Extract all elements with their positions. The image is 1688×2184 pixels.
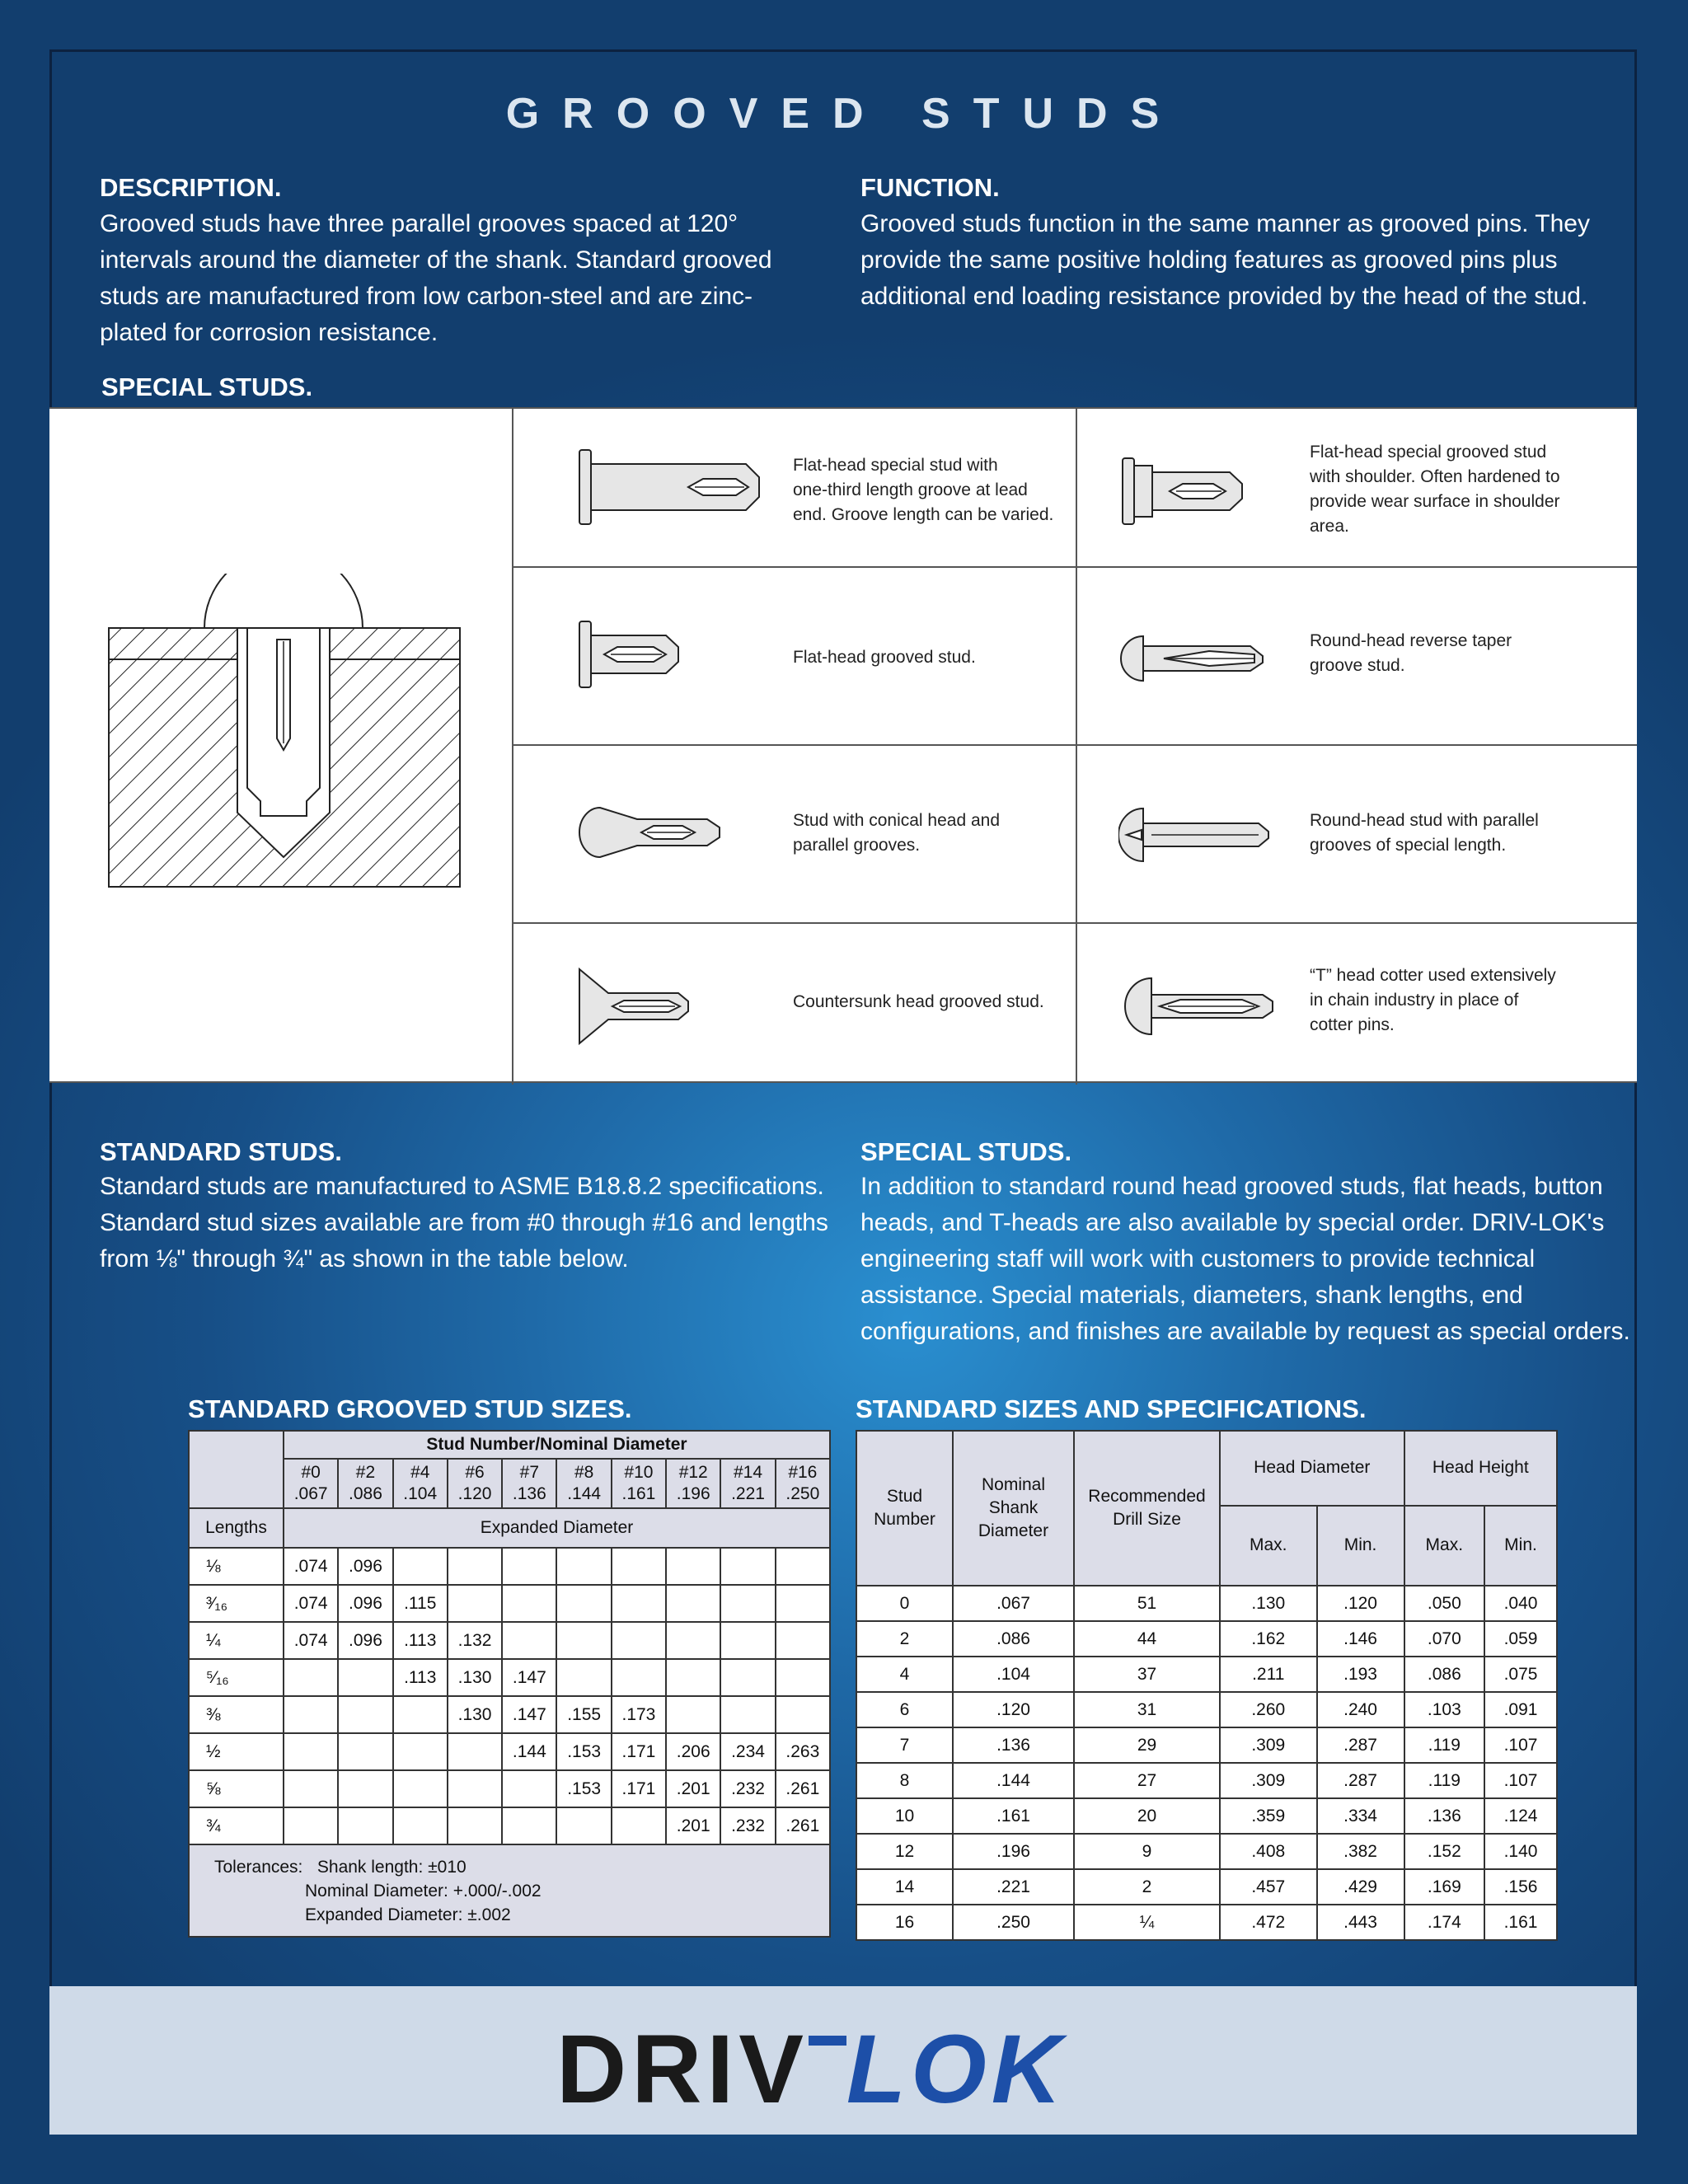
max-header: Max. <box>1404 1506 1484 1586</box>
stud-cell <box>512 409 1076 568</box>
stud-caption: Flat-head special stud with one-third length groove at lead end. Groove length can be varied. <box>793 456 1054 524</box>
value-cell <box>720 1622 775 1659</box>
value-cell: .382 <box>1317 1834 1404 1869</box>
value-cell: .107 <box>1484 1727 1557 1763</box>
value-cell <box>502 1807 556 1844</box>
value-cell: .086 <box>953 1621 1074 1657</box>
value-cell: .096 <box>338 1548 392 1585</box>
column-header: #14 .221 <box>720 1459 775 1508</box>
value-cell: .287 <box>1317 1763 1404 1798</box>
value-cell: .113 <box>393 1659 448 1696</box>
value-cell <box>666 1696 720 1733</box>
value-cell: .104 <box>953 1657 1074 1692</box>
value-cell <box>776 1585 830 1622</box>
value-cell: .309 <box>1220 1727 1317 1763</box>
sizes-specs-heading: STANDARD SIZES AND SPECIFICATIONS. <box>856 1394 1367 1423</box>
length-cell: ⅛ <box>189 1548 284 1585</box>
value-cell <box>556 1548 611 1585</box>
value-cell: .161 <box>953 1798 1074 1834</box>
value-cell <box>612 1807 666 1844</box>
stud-cell <box>1076 409 1637 568</box>
flat-head-long-groove-icon <box>571 446 761 528</box>
stud-caption: Round-head stud with parallel grooves of special length. <box>1310 811 1539 855</box>
value-cell: .115 <box>393 1585 448 1622</box>
value-cell <box>556 1585 611 1622</box>
logo-dash <box>809 2036 846 2046</box>
value-cell <box>720 1585 775 1622</box>
value-cell: .136 <box>953 1727 1074 1763</box>
value-cell: 2 <box>856 1621 953 1657</box>
value-cell: .096 <box>338 1585 392 1622</box>
length-cell: ½ <box>189 1733 284 1770</box>
value-cell: 10 <box>856 1798 953 1834</box>
countersunk-head-icon <box>571 965 695 1047</box>
value-cell <box>666 1585 720 1622</box>
table-row <box>189 1807 830 1844</box>
value-cell <box>720 1696 775 1733</box>
value-cell <box>556 1807 611 1844</box>
function-text: Grooved studs function in the same manner as grooved pins. They provide the same positive holding features as grooved pins plus additional end loading resistance provided by the head of the stud. <box>860 210 1590 310</box>
table-row <box>856 1621 1557 1657</box>
value-cell: .201 <box>666 1807 720 1844</box>
value-cell: .130 <box>1220 1586 1317 1621</box>
value-cell: 29 <box>1074 1727 1220 1763</box>
value-cell: 4 <box>856 1657 953 1692</box>
special-studs-order-text: In addition to standard round head grooved studs, flat heads, button heads, and T-heads are also available by special order. DRIV-LOK's engineering staff will work with customers to provide technical assistance. Special materials, diameters, shank lengths, end configurations, and finishes are available by request as special orders. <box>860 1173 1630 1345</box>
table-body <box>856 1586 1557 1940</box>
length-cell: ⅝ <box>189 1770 284 1807</box>
value-cell <box>612 1622 666 1659</box>
table-row <box>856 1586 1557 1621</box>
value-cell: .232 <box>720 1807 775 1844</box>
table-row <box>856 1692 1557 1727</box>
stud-caption: Countersunk head grooved stud. <box>793 992 1044 1011</box>
conical-head-icon <box>571 799 728 865</box>
value-cell: .232 <box>720 1770 775 1807</box>
value-cell: .443 <box>1317 1905 1404 1940</box>
value-cell <box>776 1696 830 1733</box>
value-cell: 12 <box>856 1834 953 1869</box>
value-cell: .261 <box>776 1807 830 1844</box>
table-row <box>856 1727 1557 1763</box>
driv-lok-logo <box>556 2015 1067 2124</box>
value-cell <box>720 1659 775 1696</box>
value-cell: .119 <box>1404 1727 1484 1763</box>
value-cell <box>556 1659 611 1696</box>
table-row <box>856 1834 1557 1869</box>
value-cell: .124 <box>1484 1798 1557 1834</box>
value-cell: .156 <box>1484 1869 1557 1905</box>
value-cell: 6 <box>856 1692 953 1727</box>
value-cell <box>448 1807 502 1844</box>
value-cell <box>338 1733 392 1770</box>
length-cell: ¼ <box>189 1622 284 1659</box>
value-cell <box>502 1770 556 1807</box>
column-header: #12 .196 <box>666 1459 720 1508</box>
stud-number-header: Stud Number <box>856 1431 953 1586</box>
value-cell: 9 <box>1074 1834 1220 1869</box>
value-cell: .086 <box>1404 1657 1484 1692</box>
column-header: #6 .120 <box>448 1459 502 1508</box>
table-row <box>856 1905 1557 1940</box>
stud-cell <box>1076 746 1637 924</box>
value-cell: .059 <box>1484 1621 1557 1657</box>
value-cell: .211 <box>1220 1657 1317 1692</box>
value-cell: .130 <box>448 1696 502 1733</box>
stud-cell <box>1076 924 1637 1085</box>
value-cell <box>556 1622 611 1659</box>
lengths-label: Lengths <box>189 1508 284 1548</box>
description-heading: DESCRIPTION. <box>100 173 282 202</box>
value-cell: .193 <box>1317 1657 1404 1692</box>
value-cell <box>338 1770 392 1807</box>
function-heading: FUNCTION. <box>860 173 1000 202</box>
value-cell: .140 <box>1484 1834 1557 1869</box>
value-cell <box>502 1622 556 1659</box>
column-header: #16 .250 <box>776 1459 830 1508</box>
value-cell: .334 <box>1317 1798 1404 1834</box>
value-cell: .201 <box>666 1770 720 1807</box>
column-header: #8 .144 <box>556 1459 611 1508</box>
value-cell: 7 <box>856 1727 953 1763</box>
flat-head-grooved-icon <box>571 617 687 691</box>
value-cell: .146 <box>1317 1621 1404 1657</box>
value-cell: .153 <box>556 1770 611 1807</box>
table-row <box>856 1763 1557 1798</box>
value-cell: 0 <box>856 1586 953 1621</box>
column-header: #4 .104 <box>393 1459 448 1508</box>
value-cell: 51 <box>1074 1586 1220 1621</box>
value-cell: .196 <box>953 1834 1074 1869</box>
value-cell <box>448 1733 502 1770</box>
value-cell: 2 <box>1074 1869 1220 1905</box>
value-cell <box>393 1770 448 1807</box>
stud-caption: Stud with conical head and parallel grooves. <box>793 811 1001 855</box>
table-row <box>856 1798 1557 1834</box>
table-row <box>189 1696 830 1733</box>
length-cell: ⅜ <box>189 1696 284 1733</box>
value-cell <box>776 1622 830 1659</box>
value-cell: .206 <box>666 1733 720 1770</box>
value-cell: .153 <box>556 1733 611 1770</box>
table-row <box>189 1659 830 1696</box>
value-cell: .075 <box>1484 1657 1557 1692</box>
value-cell: ¼ <box>1074 1905 1220 1940</box>
value-cell <box>393 1696 448 1733</box>
value-cell: .120 <box>953 1692 1074 1727</box>
description-text: Grooved studs have three parallel grooves spaced at 120° intervals around the diameter of the shank. Standard grooved studs are manufactured from low carbon-steel and are zinc- plated for corrosion resistance. <box>100 210 772 346</box>
value-cell: .132 <box>448 1622 502 1659</box>
value-cell: 31 <box>1074 1692 1220 1727</box>
value-cell: .113 <box>393 1622 448 1659</box>
drill-size-header: Recommended Drill Size <box>1074 1431 1220 1586</box>
value-cell: .174 <box>1404 1905 1484 1940</box>
head-height-header: Head Height <box>1404 1431 1557 1506</box>
value-cell: 8 <box>856 1763 953 1798</box>
table-row <box>189 1585 830 1622</box>
stud-caption: Round-head reverse taper groove stud. <box>1310 631 1512 675</box>
table-row <box>189 1548 830 1585</box>
value-cell: .240 <box>1317 1692 1404 1727</box>
round-head-parallel-icon <box>1118 804 1275 866</box>
column-header: #10 .161 <box>612 1459 666 1508</box>
value-cell: .070 <box>1404 1621 1484 1657</box>
value-cell: .155 <box>556 1696 611 1733</box>
round-head-reverse-taper-icon <box>1118 630 1267 687</box>
value-cell: .130 <box>448 1659 502 1696</box>
value-cell: .050 <box>1404 1586 1484 1621</box>
value-cell <box>612 1548 666 1585</box>
value-cell: .169 <box>1404 1869 1484 1905</box>
value-cell <box>393 1807 448 1844</box>
table-row <box>856 1869 1557 1905</box>
value-cell: 27 <box>1074 1763 1220 1798</box>
value-cell: .429 <box>1317 1869 1404 1905</box>
corner-cell <box>189 1431 284 1508</box>
value-cell: .074 <box>284 1585 338 1622</box>
value-cell: .103 <box>1404 1692 1484 1727</box>
stud-caption: Flat-head special grooved stud with shoulder. Often hardened to provide wear surface in shoulder area. <box>1310 443 1560 536</box>
sizes-specs-table <box>856 1430 1558 1941</box>
value-cell <box>338 1807 392 1844</box>
value-cell <box>776 1659 830 1696</box>
table-row <box>856 1657 1557 1692</box>
special-studs-panel <box>49 407 1637 1083</box>
value-cell: .152 <box>1404 1834 1484 1869</box>
stud-cell <box>512 746 1076 924</box>
value-cell: .250 <box>953 1905 1074 1940</box>
special-studs-order-heading: SPECIAL STUDS. <box>860 1137 1072 1166</box>
value-cell <box>612 1659 666 1696</box>
logo-part-2: LOK <box>846 2015 1067 2124</box>
head-diameter-header: Head Diameter <box>1220 1431 1404 1506</box>
value-cell: .120 <box>1317 1586 1404 1621</box>
value-cell: 37 <box>1074 1657 1220 1692</box>
flat-head-shoulder-icon <box>1118 454 1250 528</box>
value-cell: 44 <box>1074 1621 1220 1657</box>
stud-cell <box>512 568 1076 746</box>
stud-caption: “T” head cotter used extensively in chain industry in place of cotter pins. <box>1310 966 1556 1034</box>
value-cell <box>338 1659 392 1696</box>
value-cell: .144 <box>502 1733 556 1770</box>
value-cell: .136 <box>1404 1798 1484 1834</box>
value-cell: 16 <box>856 1905 953 1940</box>
value-cell: .040 <box>1484 1586 1557 1621</box>
stud-cell <box>512 924 1076 1085</box>
value-cell <box>502 1548 556 1585</box>
standard-studs-heading: STANDARD STUDS. <box>100 1137 342 1166</box>
tolerances: Tolerances: Shank length: ±010 Nominal Diameter: +.000/-.002 Expanded Diameter: ±.002 <box>189 1844 830 1937</box>
value-cell <box>666 1659 720 1696</box>
t-head-cotter-icon <box>1123 973 1279 1039</box>
value-cell: .173 <box>612 1696 666 1733</box>
value-cell: 20 <box>1074 1798 1220 1834</box>
value-cell: .147 <box>502 1659 556 1696</box>
logo-part-1: DRIV <box>556 2015 809 2124</box>
value-cell: .074 <box>284 1622 338 1659</box>
value-cell: .074 <box>284 1548 338 1585</box>
value-cell: .144 <box>953 1763 1074 1798</box>
value-cell <box>448 1548 502 1585</box>
value-cell <box>284 1733 338 1770</box>
column-header: #2 .086 <box>338 1459 392 1508</box>
value-cell: .263 <box>776 1733 830 1770</box>
length-cell: ³⁄₁₆ <box>189 1585 284 1622</box>
value-cell: .261 <box>776 1770 830 1807</box>
length-cell: ⁵⁄₁₆ <box>189 1659 284 1696</box>
nominal-diameter-header: Nominal Shank Diameter <box>953 1431 1074 1586</box>
value-cell: .107 <box>1484 1763 1557 1798</box>
stud-caption: Flat-head grooved stud. <box>793 648 976 667</box>
value-cell: 14 <box>856 1869 953 1905</box>
max-header: Max. <box>1220 1506 1317 1586</box>
value-cell <box>284 1807 338 1844</box>
column-header: #7 .136 <box>502 1459 556 1508</box>
value-cell: .096 <box>338 1622 392 1659</box>
value-cell: .147 <box>502 1696 556 1733</box>
group-header: Stud Number/Nominal Diameter <box>284 1431 830 1459</box>
value-cell: .162 <box>1220 1621 1317 1657</box>
value-cell <box>776 1548 830 1585</box>
value-cell: .161 <box>1484 1905 1557 1940</box>
min-header: Min. <box>1317 1506 1404 1586</box>
value-cell: .171 <box>612 1770 666 1807</box>
value-cell <box>284 1696 338 1733</box>
length-cell: ¾ <box>189 1807 284 1844</box>
column-header: #0 .067 <box>284 1459 338 1508</box>
value-cell: .234 <box>720 1733 775 1770</box>
value-cell: .171 <box>612 1733 666 1770</box>
special-studs-heading: SPECIAL STUDS. <box>101 373 313 401</box>
value-cell <box>448 1585 502 1622</box>
table-body <box>189 1548 830 1844</box>
grooved-stud-sizes-heading: STANDARD GROOVED STUD SIZES. <box>188 1394 632 1423</box>
table-row <box>189 1770 830 1807</box>
value-cell: .472 <box>1220 1905 1317 1940</box>
value-cell: .221 <box>953 1869 1074 1905</box>
footer-band <box>49 1986 1637 2135</box>
grooved-stud-sizes-table <box>188 1430 831 1938</box>
value-cell: .287 <box>1317 1727 1404 1763</box>
value-cell: .067 <box>953 1586 1074 1621</box>
value-cell: .408 <box>1220 1834 1317 1869</box>
value-cell: .260 <box>1220 1692 1317 1727</box>
min-header: Min. <box>1484 1506 1557 1586</box>
value-cell <box>666 1548 720 1585</box>
value-cell <box>393 1548 448 1585</box>
stud-cell <box>1076 568 1637 746</box>
value-cell: .309 <box>1220 1763 1317 1798</box>
stud-cross-section-diagram <box>106 574 468 903</box>
value-cell <box>284 1770 338 1807</box>
value-cell: .359 <box>1220 1798 1317 1834</box>
value-cell <box>720 1548 775 1585</box>
value-cell: .091 <box>1484 1692 1557 1727</box>
value-cell <box>284 1659 338 1696</box>
value-cell <box>393 1733 448 1770</box>
value-cell <box>448 1770 502 1807</box>
value-cell: .457 <box>1220 1869 1317 1905</box>
value-cell: .119 <box>1404 1763 1484 1798</box>
standard-studs-text: Standard studs are manufactured to ASME B18.8.2 specifications. Standard stud sizes available are from #0 through #16 and lengths from ⅛" through ¾" as shown in the table below. <box>100 1173 828 1272</box>
expanded-diameter-label: Expanded Diameter <box>284 1508 830 1548</box>
table-row <box>189 1733 830 1770</box>
value-cell <box>502 1585 556 1622</box>
value-cell <box>666 1622 720 1659</box>
table-row <box>189 1622 830 1659</box>
page-title: GROOVED STUDS <box>505 90 1183 138</box>
value-cell <box>612 1585 666 1622</box>
value-cell <box>338 1696 392 1733</box>
